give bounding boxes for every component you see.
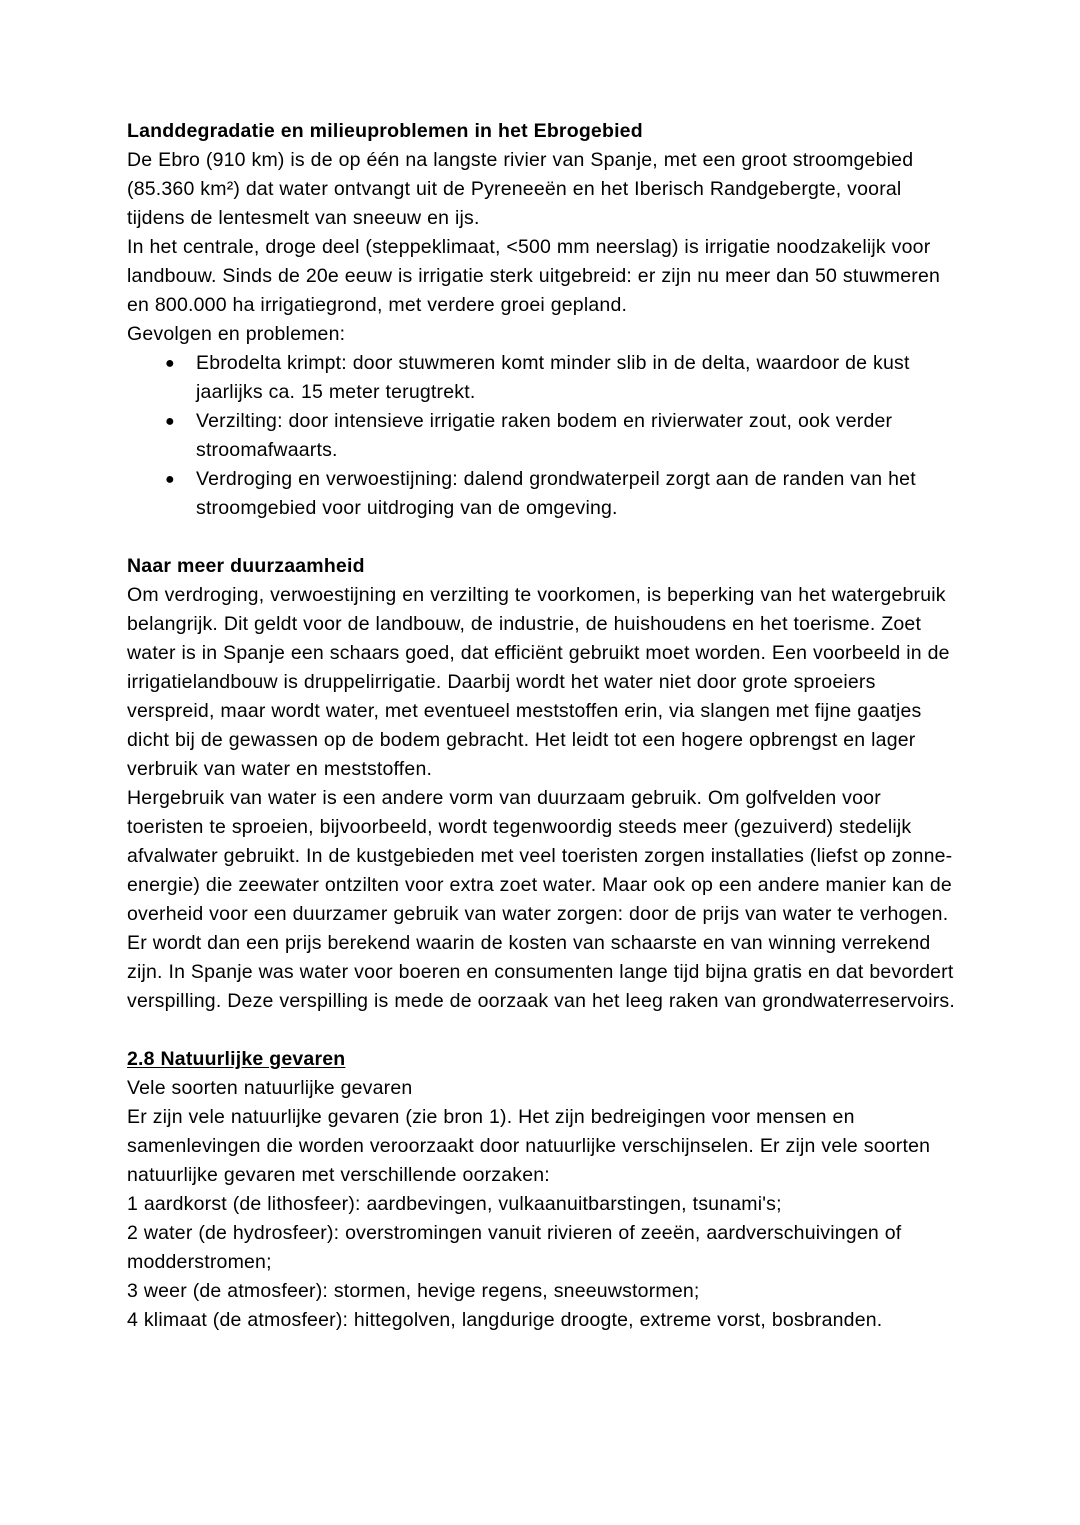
list-item xyxy=(127,465,957,523)
bullet-dot-icon: ● xyxy=(165,413,175,430)
subheading-vele-soorten: Vele soorten natuurlijke gevaren xyxy=(127,1077,413,1099)
paragraph-ebro-gevolgen-lead: Gevolgen en problemen: xyxy=(127,323,346,345)
bullet-list-gevolgen xyxy=(127,349,957,523)
paragraph-natuurlijke-gevaren-intro: Er zijn vele natuurlijke gevaren (zie bron 1). Het zijn bedreigingen voor mensen en samenlevingen die worden veroorzaakt door natuurlijke verschijnselen. Er zijn vele soorten natuurlijke gevaren met verschillende oorzaken: xyxy=(127,1106,931,1186)
bullet-dot-icon: ● xyxy=(165,471,175,488)
numbered-list-item: 3 weer (de atmosfeer): stormen, hevige regens, sneeuwstormen; xyxy=(127,1280,700,1302)
list-item-text: Ebrodelta krimpt: door stuwmeren komt minder slib in de delta, waardoor de kust jaarlijks ca. 15 meter terugtrekt. xyxy=(196,352,910,403)
paragraph-duurzaamheid-hergebruik: Hergebruik van water is een andere vorm van duurzaam gebruik. Om golfvelden voor toeristen te sproeien, bijvoorbeeld, wordt tegenwoordig steeds meer (gezuiverd) stedelijk afvalwater gebruikt. In de kustgebieden met veel toeristen zorgen installaties (liefst op zonne-energie) die zeewater ontzilten voor extra zoet water. Maar ook op een andere manier kan de overheid voor een duurzamer gebruik van water zorgen: door de prijs van water te verhogen. Er wordt dan een prijs berekend waarin de kosten van schaarste en van winning verrekend zijn. In Spanje was water voor boeren en consumenten lange tijd bijna gratis en dat bevordert verspilling. Deze verspilling is mede de oorzaak van het leeg raken van grondwaterreservoirs. xyxy=(127,787,955,1012)
paragraph-ebro-irrigatie: In het centrale, droge deel (steppeklimaat, <500 mm neerslag) is irrigatie noodzakelijk voor landbouw. Sinds de 20e eeuw is irrigatie sterk uitgebreid: er zijn nu meer dan 50 stuwmeren en 800.000 ha irrigatiegrond, met verdere groei gepland. xyxy=(127,236,941,316)
numbered-list-item: 4 klimaat (de atmosfeer): hittegolven, langdurige droogte, extreme vorst, bosbranden. xyxy=(127,1309,883,1331)
section-spacer xyxy=(127,1016,957,1045)
section-heading-ebro: Landdegradatie en milieuproblemen in het Ebrogebied xyxy=(127,120,643,142)
section-heading-natuurlijke-gevaren: 2.8 Natuurlijke gevaren xyxy=(127,1048,346,1070)
list-item-text: Verzilting: door intensieve irrigatie raken bodem en rivierwater zout, ook verder stroomafwaarts. xyxy=(196,410,893,461)
paragraph-duurzaamheid-watergebruik: Om verdroging, verwoestijning en verzilting te voorkomen, is beperking van het watergebruik belangrijk. Dit geldt voor de landbouw, de industrie, de huishoudens en het toerisme. Zoet water is in Spanje een schaars goed, dat efficiënt gebruikt moet worden. Een voorbeeld in de irrigatielandbouw is druppelirrigatie. Daarbij wordt het water niet door grote sproeiers verspreid, maar wordt water, met eventueel meststoffen erin, via slangen met fijne gaatjes dicht bij de gewassen op de bodem gebracht. Het leidt tot een hogere opbrengst en lager verbruik van water en meststoffen. xyxy=(127,584,950,780)
section-spacer xyxy=(127,523,957,552)
list-item xyxy=(127,407,957,465)
list-item xyxy=(127,349,957,407)
numbered-list-item: 2 water (de hydrosfeer): overstromingen vanuit rivieren of zeeën, aardverschuivingen of modderstromen; xyxy=(127,1222,902,1273)
section-heading-duurzaamheid: Naar meer duurzaamheid xyxy=(127,555,365,577)
document-body xyxy=(127,117,957,1335)
paragraph-ebro-intro: De Ebro (910 km) is de op één na langste rivier van Spanje, met een groot stroomgebied (85.360 km²) dat water ontvangt uit de Pyreneeën en het Iberisch Randgebergte, vooral tijdens de lentesmelt van sneeuw en ijs. xyxy=(127,149,914,229)
numbered-list-item: 1 aardkorst (de lithosfeer): aardbevingen, vulkaanuitbarstingen, tsunami's; xyxy=(127,1193,782,1215)
list-item-text: Verdroging en verwoestijning: dalend grondwaterpeil zorgt aan de randen van het stroomgebied voor uitdroging van de omgeving. xyxy=(196,468,916,519)
numbered-list-oorzaken xyxy=(127,1190,957,1335)
bullet-dot-icon: ● xyxy=(165,355,175,372)
